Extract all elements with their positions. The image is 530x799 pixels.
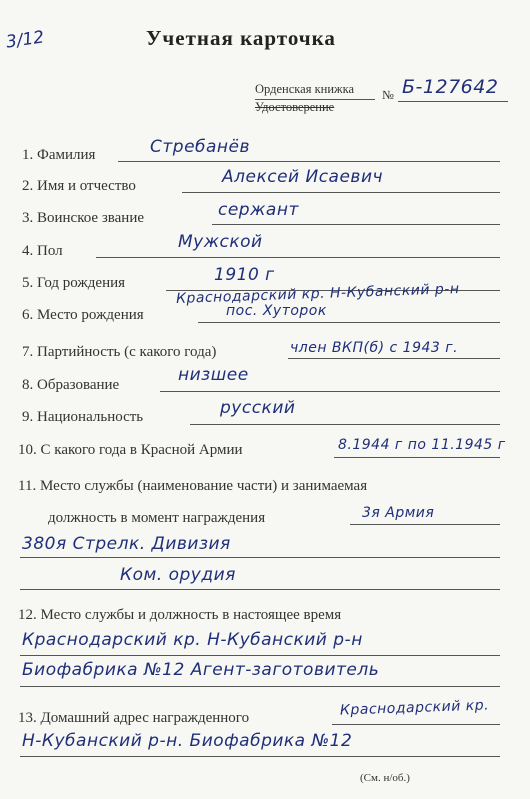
doc-type-divider bbox=[255, 99, 375, 100]
field-label-name-patronymic: 2. Имя и отчество bbox=[22, 178, 136, 194]
field-value-sex: Мужской bbox=[178, 232, 263, 252]
field-value-service-army: 3я Армия bbox=[362, 505, 435, 521]
field-label-nationality: 9. Национальность bbox=[22, 409, 144, 425]
doc-number-line bbox=[398, 101, 508, 102]
field-value-birthplace-line2: пос. Хуторок bbox=[226, 303, 327, 319]
field-line-address-2 bbox=[20, 756, 500, 757]
field-line-current-2 bbox=[20, 686, 500, 687]
field-line-nationality bbox=[190, 424, 500, 425]
field-value-birth-year: 1910 г bbox=[214, 265, 275, 285]
field-value-current-service-line2: Биофабрика №12 Агент-заготовитель bbox=[22, 660, 380, 680]
field-line-party bbox=[288, 358, 500, 359]
footer-see-reverse: (См. н/об.) bbox=[360, 772, 410, 784]
doc-type-certificate-struck: Удостоверение bbox=[255, 100, 335, 114]
field-value-service-division: 380я Стрелк. Дивизия bbox=[22, 534, 231, 554]
field-label-party: 7. Партийность (с какого года) bbox=[22, 344, 217, 360]
field-line-name-patronymic bbox=[182, 192, 500, 193]
field-label-current-service: 12. Место службы и должность в настоящее время bbox=[18, 607, 342, 623]
field-label-service-place: 11. Место службы (наименование части) и занимаемая bbox=[18, 478, 368, 494]
field-value-service-position: Ком. орудия bbox=[120, 565, 236, 585]
field-value-rank: сержант bbox=[218, 200, 299, 220]
field-label-army-since: 10. С какого года в Красной Армии bbox=[18, 442, 243, 458]
field-line-service-2 bbox=[20, 557, 500, 558]
field-value-home-address-line2: Н-Кубанский р-н. Биофабрика №12 bbox=[22, 731, 353, 751]
field-value-nationality: русский bbox=[220, 398, 296, 418]
field-value-birthplace: Краснодарский кр. Н-Кубанский р-н bbox=[175, 281, 460, 307]
doc-type-order-book: Орденская книжка bbox=[255, 82, 355, 96]
field-value-current-service: Краснодарский кр. Н-Кубанский р-н bbox=[22, 630, 363, 650]
field-label-sex: 4. Пол bbox=[22, 243, 63, 259]
field-label-education: 8. Образование bbox=[22, 377, 120, 393]
field-value-name-patronymic: Алексей Исаевич bbox=[222, 167, 384, 187]
field-line-current-1 bbox=[20, 655, 500, 656]
field-label-service-position: должность в момент награждения bbox=[48, 510, 266, 526]
doc-number-value: Б-127642 bbox=[402, 76, 499, 98]
field-line-sex bbox=[96, 257, 500, 258]
field-line-service-3 bbox=[20, 589, 500, 590]
corner-handwritten-note: 3/12 bbox=[4, 27, 46, 53]
field-label-birthplace: 6. Место рождения bbox=[22, 307, 144, 323]
field-line-address-1 bbox=[332, 724, 500, 725]
card-title: Учетная карточка bbox=[146, 26, 336, 50]
number-sign: № bbox=[382, 88, 394, 102]
field-line-birthplace bbox=[198, 322, 500, 323]
field-line-service-1 bbox=[350, 524, 500, 525]
field-label-home-address: 13. Домашний адрес награжденного bbox=[18, 710, 250, 726]
field-value-education: низшее bbox=[178, 365, 249, 385]
field-label-surname: 1. Фамилия bbox=[22, 147, 96, 163]
field-line-rank bbox=[212, 224, 500, 225]
field-line-education bbox=[160, 391, 500, 392]
field-value-party: член ВКП(б) с 1943 г. bbox=[290, 340, 459, 356]
field-value-home-address: Краснодарский кр. bbox=[339, 697, 490, 719]
field-line-army-since bbox=[334, 457, 500, 458]
field-label-birth-year: 5. Год рождения bbox=[22, 275, 126, 291]
field-value-surname: Стребанёв bbox=[150, 137, 251, 157]
field-line-surname bbox=[118, 161, 500, 162]
field-value-army-since: 8.1944 г по 11.1945 г bbox=[338, 437, 506, 453]
field-label-rank: 3. Воинское звание bbox=[22, 210, 145, 226]
